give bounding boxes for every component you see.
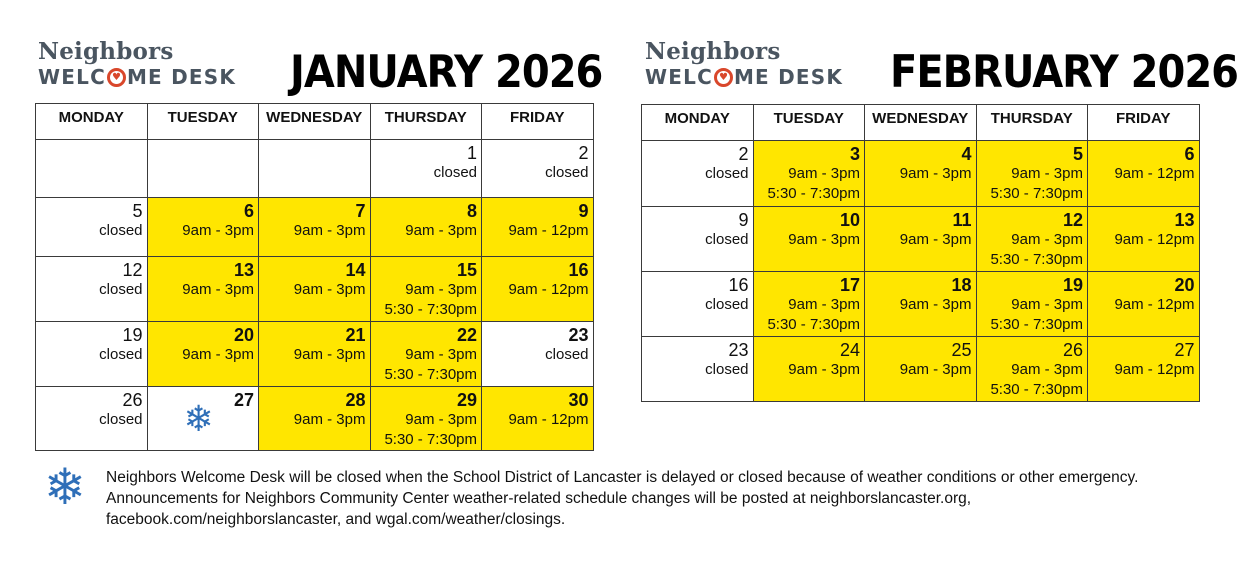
day-cell bbox=[147, 322, 259, 387]
logo-line2: WELC♥ ME DESK bbox=[645, 67, 843, 87]
day-cell bbox=[147, 387, 259, 451]
hours-text: 9am - 3pm bbox=[1011, 361, 1083, 378]
hours-text: 5:30 - 7:30pm bbox=[384, 365, 477, 383]
hours-text: 5:30 - 7:30pm bbox=[384, 300, 477, 318]
day-number: 12 bbox=[1062, 210, 1083, 230]
closure-note: Neighbors Welcome Desk will be closed when the School District of Lancaster is delayed or closed because of weather conditions or other emergency. Announcements for Neighbors Community Center weather-related schedule changes will be posted at neighborslancaster.org, facebook.com/neighborslancaster, and wgal.com/weather/closings. bbox=[106, 469, 1139, 528]
hours-text: 5:30 - 7:30pm bbox=[990, 250, 1083, 268]
day-cell bbox=[259, 257, 371, 322]
hours-text: 5:30 - 7:30pm bbox=[767, 184, 860, 202]
hours-text: 9am - 3pm bbox=[788, 231, 860, 248]
day-number: 24 bbox=[839, 340, 860, 360]
day-number: 22 bbox=[456, 325, 477, 345]
day-cell bbox=[36, 387, 148, 451]
day-cell bbox=[370, 257, 482, 322]
day-number: 14 bbox=[345, 260, 366, 280]
hours-text: 5:30 - 7:30pm bbox=[990, 380, 1083, 398]
day-cell bbox=[753, 207, 865, 272]
closed-label: closed bbox=[705, 361, 749, 378]
day-number: 26 bbox=[122, 390, 143, 410]
hours-text: 5:30 - 7:30pm bbox=[990, 315, 1083, 333]
closed-label: closed bbox=[99, 411, 143, 428]
day-number: 27 bbox=[1174, 340, 1195, 360]
weekday-header: THURSDAY bbox=[976, 105, 1088, 141]
day-cell bbox=[482, 198, 594, 257]
day-number: 23 bbox=[568, 325, 589, 345]
day-cell bbox=[642, 272, 754, 337]
day-cell bbox=[147, 140, 259, 198]
day-cell bbox=[259, 322, 371, 387]
week-row bbox=[36, 140, 594, 198]
day-number: 4 bbox=[961, 144, 972, 164]
hours-text: 9am - 3pm bbox=[405, 281, 477, 298]
closed-label: closed bbox=[705, 165, 749, 182]
day-number: 19 bbox=[1062, 275, 1083, 295]
day-cell bbox=[976, 337, 1088, 402]
hours-text: 9am - 3pm bbox=[899, 165, 972, 182]
heart-o-icon bbox=[107, 68, 126, 87]
day-cell bbox=[1088, 207, 1200, 272]
weekday-header: TUESDAY bbox=[753, 105, 865, 141]
day-cell bbox=[1088, 141, 1200, 207]
day-cell bbox=[1088, 337, 1200, 402]
hours-text: 9am - 3pm bbox=[788, 361, 860, 378]
day-cell bbox=[370, 387, 482, 451]
week-row bbox=[36, 387, 594, 451]
hours-text: 9am - 3pm bbox=[1011, 165, 1083, 182]
day-cell bbox=[36, 140, 148, 198]
calendar-january bbox=[35, 103, 594, 451]
day-cell bbox=[865, 272, 977, 337]
hours-text: 9am - 12pm bbox=[508, 411, 589, 428]
closed-label: closed bbox=[705, 231, 749, 248]
day-cell bbox=[482, 387, 594, 451]
heart-o-icon bbox=[714, 68, 733, 87]
day-cell bbox=[1088, 272, 1200, 337]
week-row bbox=[642, 141, 1200, 207]
week-row bbox=[642, 272, 1200, 337]
hours-text: 9am - 12pm bbox=[1114, 165, 1195, 182]
hours-text: 9am - 12pm bbox=[508, 222, 589, 239]
week-row bbox=[36, 322, 594, 387]
logo-february bbox=[645, 40, 843, 87]
weekday-header: THURSDAY bbox=[370, 104, 482, 140]
day-number: 16 bbox=[728, 275, 749, 295]
day-cell bbox=[865, 337, 977, 402]
day-cell bbox=[259, 198, 371, 257]
hours-text: 5:30 - 7:30pm bbox=[767, 315, 860, 333]
day-number: 29 bbox=[456, 390, 477, 410]
day-number: 8 bbox=[466, 201, 477, 221]
hours-text: 9am - 3pm bbox=[405, 222, 477, 239]
day-cell bbox=[259, 140, 371, 198]
day-cell bbox=[753, 272, 865, 337]
day-number: 10 bbox=[839, 210, 860, 230]
week-row bbox=[36, 198, 594, 257]
day-number: 5 bbox=[1072, 144, 1083, 164]
day-number: 5 bbox=[132, 201, 143, 221]
hours-text: 9am - 12pm bbox=[1114, 361, 1195, 378]
day-cell bbox=[865, 141, 977, 207]
day-cell bbox=[865, 207, 977, 272]
hours-text: 9am - 3pm bbox=[405, 346, 477, 363]
day-number: 21 bbox=[345, 325, 366, 345]
day-number: 2 bbox=[578, 143, 589, 163]
hours-text: 9am - 3pm bbox=[293, 222, 366, 239]
day-cell bbox=[642, 141, 754, 207]
closed-label: closed bbox=[99, 281, 143, 298]
day-number: 13 bbox=[233, 260, 254, 280]
hours-text: 9am - 3pm bbox=[899, 296, 972, 313]
hours-text: 9am - 3pm bbox=[182, 346, 254, 363]
weekday-header: TUESDAY bbox=[147, 104, 259, 140]
day-number: 17 bbox=[839, 275, 860, 295]
hours-text: 9am - 3pm bbox=[182, 222, 254, 239]
week-row bbox=[36, 257, 594, 322]
day-cell bbox=[36, 198, 148, 257]
day-cell bbox=[370, 322, 482, 387]
hours-text: 9am - 3pm bbox=[788, 165, 860, 182]
day-number: 19 bbox=[122, 325, 143, 345]
day-number: 1 bbox=[466, 143, 477, 163]
day-number: 15 bbox=[456, 260, 477, 280]
hours-text: 9am - 3pm bbox=[899, 361, 972, 378]
closed-label: closed bbox=[99, 346, 143, 363]
hours-text: 9am - 3pm bbox=[1011, 296, 1083, 313]
weekday-header: MONDAY bbox=[642, 105, 754, 141]
hours-text: 9am - 3pm bbox=[293, 281, 366, 298]
day-cell bbox=[482, 257, 594, 322]
day-number: 20 bbox=[233, 325, 254, 345]
day-cell bbox=[642, 207, 754, 272]
day-cell bbox=[642, 337, 754, 402]
day-number: 18 bbox=[951, 275, 972, 295]
hours-text: 9am - 3pm bbox=[1011, 231, 1083, 248]
weekday-header-row bbox=[36, 104, 594, 140]
day-cell bbox=[976, 272, 1088, 337]
weekday-header: WEDNESDAY bbox=[259, 104, 371, 140]
logo-line2: WELC♥ ME DESK bbox=[38, 67, 236, 87]
hours-text: 9am - 3pm bbox=[293, 346, 366, 363]
day-number: 13 bbox=[1174, 210, 1195, 230]
calendar-february bbox=[641, 104, 1200, 402]
day-number: 25 bbox=[951, 340, 972, 360]
hours-text: 9am - 12pm bbox=[1114, 231, 1195, 248]
weekday-header: WEDNESDAY bbox=[865, 105, 977, 141]
closed-label: closed bbox=[545, 164, 589, 181]
weekday-header: FRIDAY bbox=[482, 104, 594, 140]
day-number: 16 bbox=[568, 260, 589, 280]
logo-january bbox=[38, 40, 236, 87]
hours-text: 9am - 3pm bbox=[182, 281, 254, 298]
day-number: 28 bbox=[345, 390, 366, 410]
month-title-february: FEBRUARY 2026 bbox=[890, 46, 1238, 99]
hours-text: 9am - 3pm bbox=[899, 231, 972, 248]
month-title-january: JANUARY 2026 bbox=[290, 46, 603, 99]
day-number: 9 bbox=[738, 210, 749, 230]
hours-text: 9am - 12pm bbox=[1114, 296, 1195, 313]
day-number: 7 bbox=[355, 201, 366, 221]
closed-label: closed bbox=[705, 296, 749, 313]
hours-text: 5:30 - 7:30pm bbox=[990, 184, 1083, 202]
day-number: 6 bbox=[1184, 144, 1195, 164]
day-number: 30 bbox=[568, 390, 589, 410]
closed-label: closed bbox=[433, 164, 477, 181]
logo-line1: Neighbors bbox=[38, 38, 174, 65]
day-number: 23 bbox=[728, 340, 749, 360]
day-cell bbox=[753, 337, 865, 402]
day-number: 9 bbox=[578, 201, 589, 221]
day-cell bbox=[482, 140, 594, 198]
day-number: 6 bbox=[243, 201, 254, 221]
day-cell bbox=[370, 140, 482, 198]
day-cell bbox=[36, 257, 148, 322]
snowflake-icon: ❄ bbox=[44, 459, 86, 515]
day-number: 11 bbox=[952, 210, 972, 230]
day-number: 20 bbox=[1174, 275, 1195, 295]
day-number: 2 bbox=[738, 144, 749, 164]
day-cell bbox=[753, 141, 865, 207]
hours-text: 5:30 - 7:30pm bbox=[384, 430, 477, 448]
hours-text: 9am - 3pm bbox=[405, 411, 477, 428]
day-cell bbox=[370, 198, 482, 257]
hours-text: 9am - 3pm bbox=[293, 411, 366, 428]
day-number: 27 bbox=[233, 390, 254, 410]
week-row bbox=[642, 207, 1200, 272]
week-row bbox=[642, 337, 1200, 402]
snowflake-icon: ❄ bbox=[183, 398, 214, 439]
day-number: 12 bbox=[122, 260, 143, 280]
weekday-header: FRIDAY bbox=[1088, 105, 1200, 141]
day-cell bbox=[976, 141, 1088, 207]
day-cell bbox=[147, 257, 259, 322]
weekday-header-row bbox=[642, 105, 1200, 141]
day-cell bbox=[976, 207, 1088, 272]
logo-line1: Neighbors bbox=[645, 38, 781, 65]
day-number: 26 bbox=[1062, 340, 1083, 360]
day-cell bbox=[259, 387, 371, 451]
hours-text: 9am - 3pm bbox=[788, 296, 860, 313]
day-number: 3 bbox=[849, 144, 860, 164]
hours-text: 9am - 12pm bbox=[508, 281, 589, 298]
closed-label: closed bbox=[99, 222, 143, 239]
day-cell bbox=[482, 322, 594, 387]
day-cell bbox=[36, 322, 148, 387]
day-cell bbox=[147, 198, 259, 257]
weekday-header: MONDAY bbox=[36, 104, 148, 140]
closed-label: closed bbox=[545, 346, 589, 363]
